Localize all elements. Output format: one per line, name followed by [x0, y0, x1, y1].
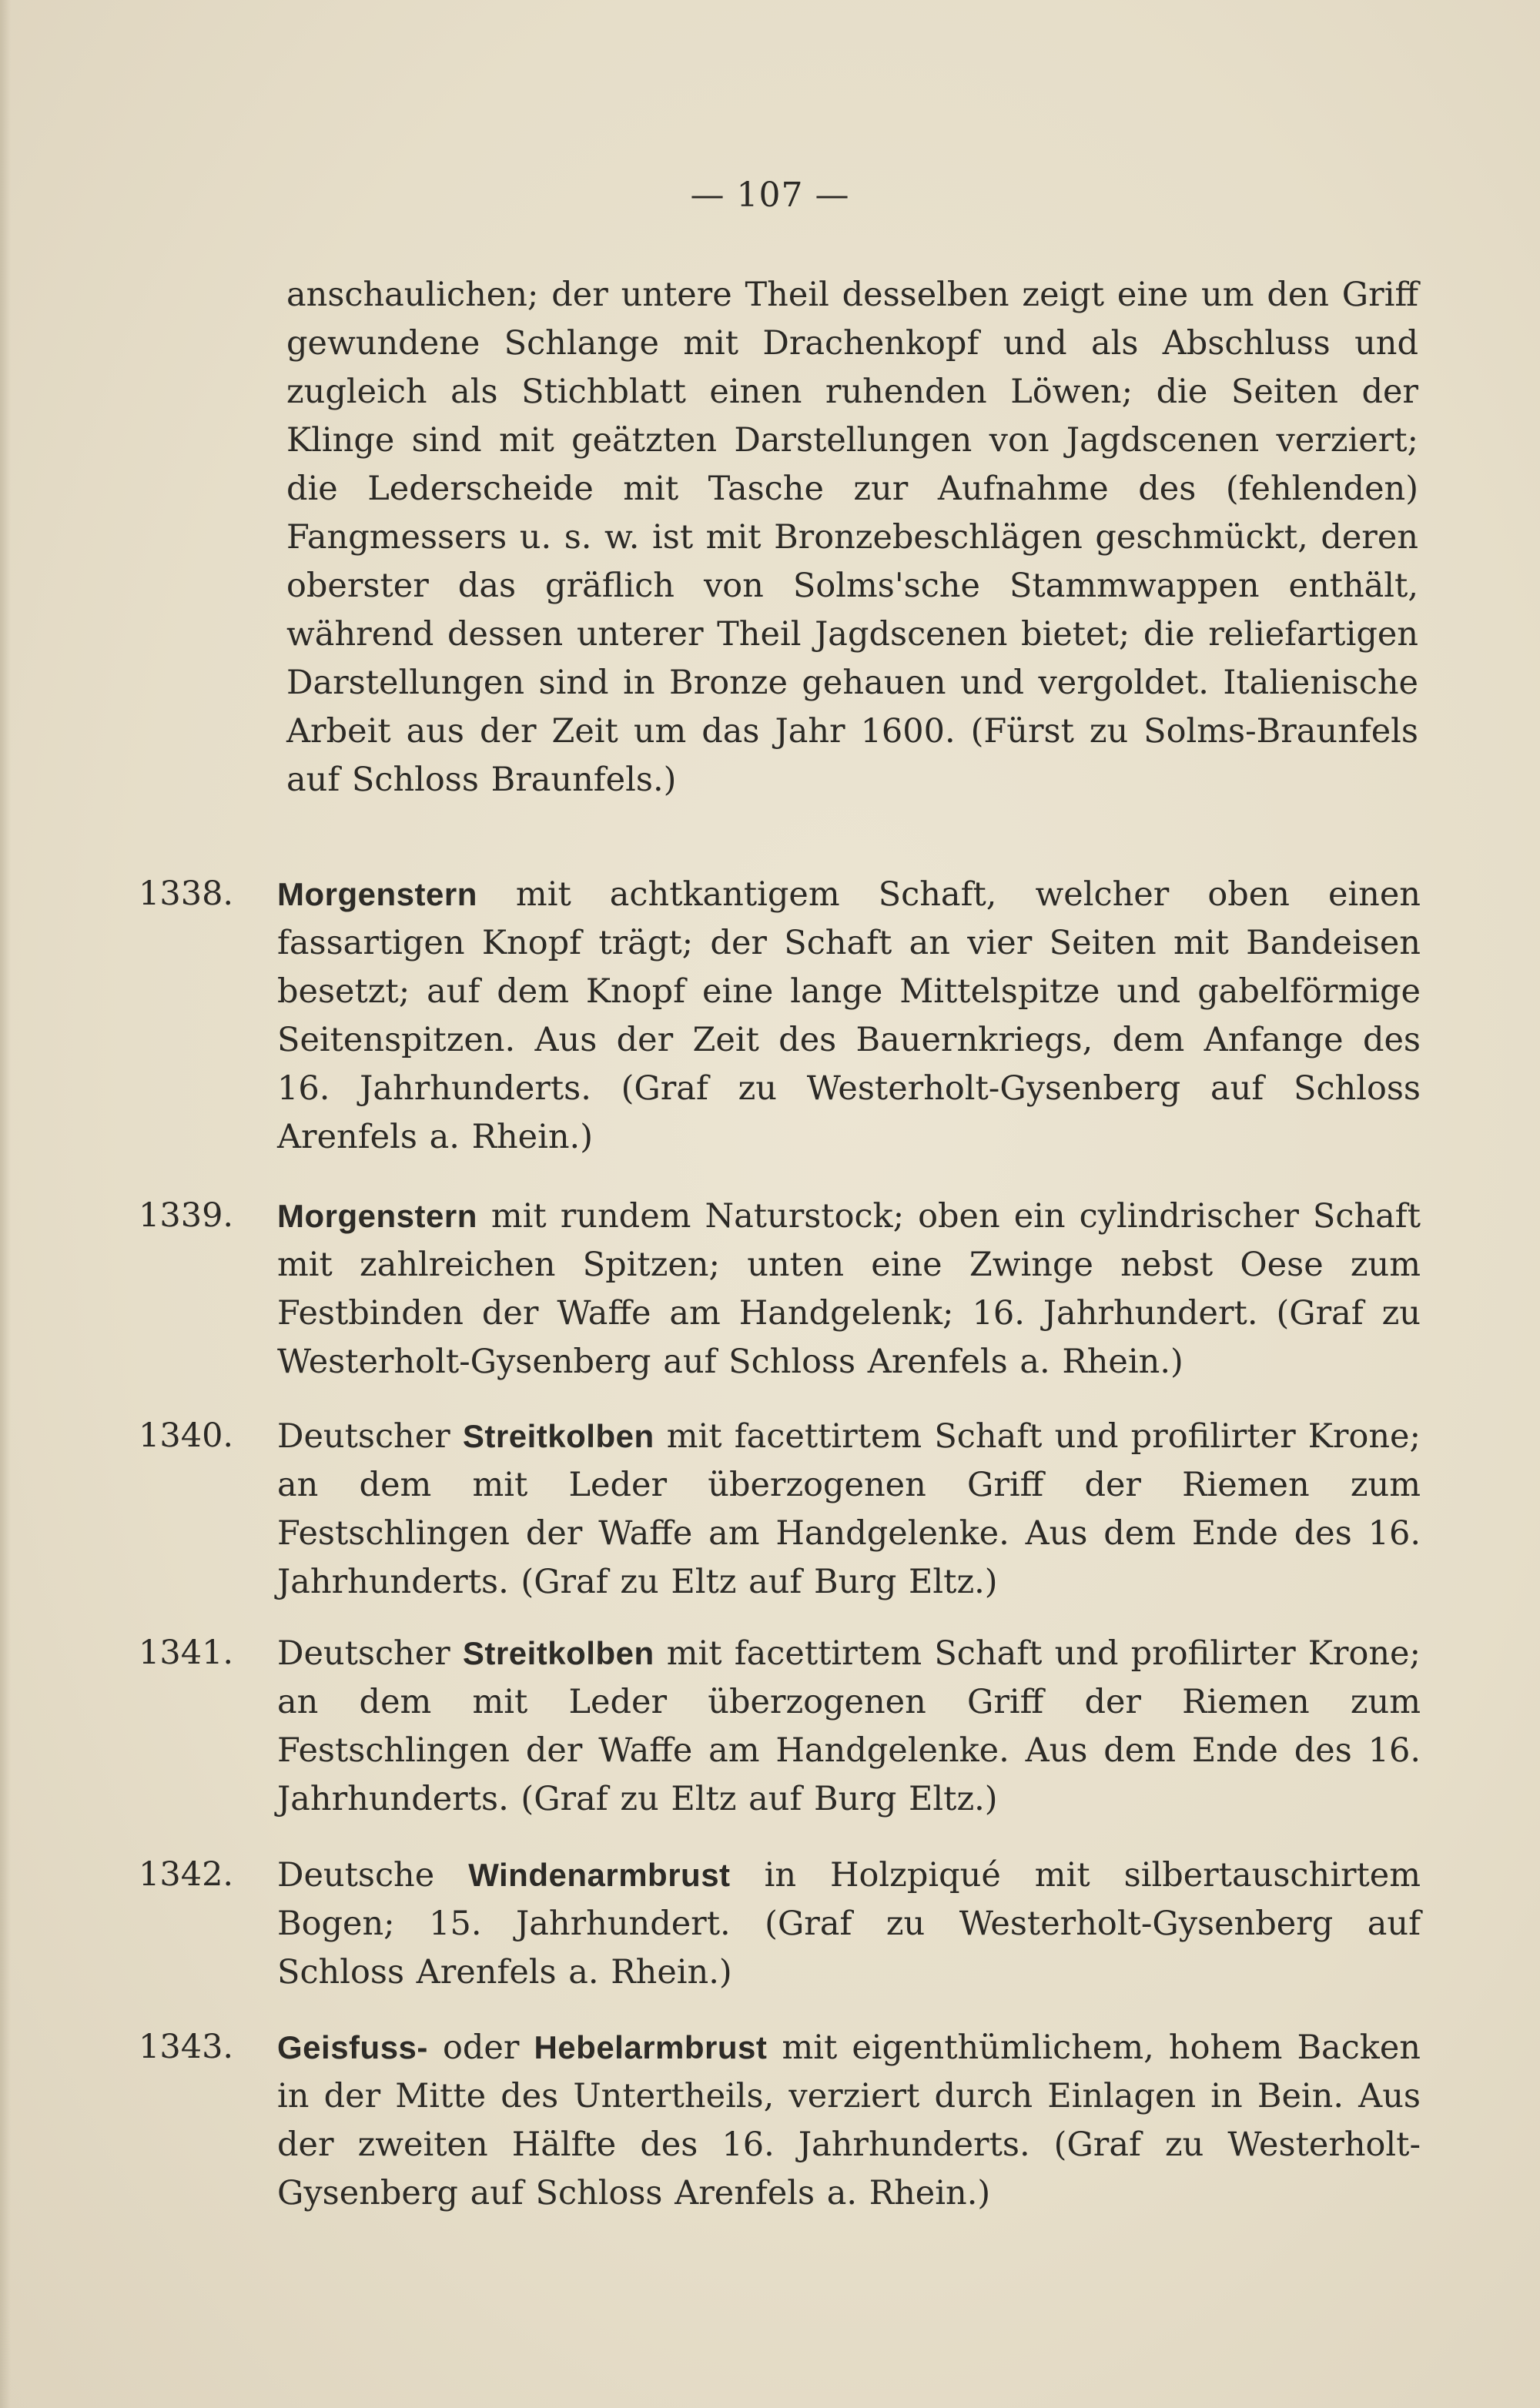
- entry-number: 1338.: [139, 875, 234, 913]
- entry-text: mit facettirtem Schaft und profilirter Krone; an dem mit Leder überzogenen Griff der Riemen zum Festschlingen der Waffe am Handgelenke. Aus dem Ende des 16. Jahrhunderts. (Graf zu Eltz auf Burg Eltz.): [277, 1417, 1421, 1601]
- entry-term: Morgenstern: [277, 876, 477, 912]
- page-edge-shadow: [0, 0, 11, 2408]
- entry-body: [277, 1629, 1421, 1824]
- entry-prefix: Deutsche: [277, 1856, 469, 1895]
- entry-body: [277, 1192, 1421, 1386]
- entry-text: oder: [427, 2028, 534, 2067]
- lead-paragraph: anschaulichen; der untere Theil desselben zeigt eine um den Griff gewundene Schlange mit Drachenkopf und als Abschluss und zugleich als Stichblatt einen ruhenden Löwen; die Seiten der Klinge sind mit geätzten Darstellungen von Jagdscenen verziert; die Lederscheide mit Tasche zur Aufnahme des (fehlenden) Fangmessers u. s. w. ist mit Bronzebeschlägen geschmückt, deren oberster das gräflich von Solms'sche Stammwappen enthält, während dessen unterer Theil Jagdscenen bietet; die reliefartigen Darstellungen sind in Bronze gehauen und vergoldet. Italienische Arbeit aus der Zeit um das Jahr 1600. (Fürst zu Solms-Braunfels auf Schloss Braunfels.): [286, 276, 1418, 799]
- entry-text: mit rundem Naturstock; oben ein cylindrischer Schaft mit zahlreichen Spitzen; unten eine Zwinge nebst Oese zum Festbinden der Waffe am Handgelenk; 16. Jahrhundert. (Graf zu Westerholt-Gysenberg auf Schloss Arenfels a. Rhein.): [277, 1197, 1421, 1381]
- entry-text: in Holzpiqué mit silbertauschirtem Bogen; 15. Jahrhundert. (Graf zu Westerholt-Gysenberg auf Schloss Arenfels a. Rhein.): [277, 1856, 1421, 1992]
- entry-number: 1342.: [139, 1855, 234, 1894]
- entry-term: Geisfuss-: [277, 2029, 428, 2065]
- entry-text-secondary: mit eigenthümlichem, hohem Backen in der Mitte des Untertheils, verziert durch Einlagen in Bein. Aus der zweiten Hälfte des 16. Jahrhunderts. (Graf zu Westerholt-Gysenberg auf Schloss Arenfels a. Rhein.): [277, 2028, 1421, 2212]
- entry-term-secondary: Hebelarmbrust: [534, 2029, 768, 2065]
- entry-text: mit facettirtem Schaft und profilirter Krone; an dem mit Leder überzogenen Griff der Riemen zum Festschlingen der Waffe am Handgelenke. Aus dem Ende des 16. Jahrhunderts. (Graf zu Eltz auf Burg Eltz.): [277, 1634, 1421, 1818]
- entry-term: Streitkolben: [462, 1418, 654, 1454]
- page-number: — 107 —: [690, 176, 850, 215]
- entry-number: 1341.: [139, 1634, 234, 1672]
- entry-prefix: Deutscher: [277, 1634, 463, 1673]
- entry-text: mit achtkantigem Schaft, welcher oben einen fassartigen Knopf trägt; der Schaft an vier Seiten mit Bandeisen besetzt; auf dem Knopf eine lange Mittelspitze und gabelförmige Seitenspitzen. Aus der Zeit des Bauernkriegs, dem Anfange des 16. Jahrhunderts. (Graf zu Westerholt-Gysenberg auf Schloss Arenfels a. Rhein.): [277, 875, 1421, 1156]
- entry-number: 1339.: [139, 1196, 234, 1235]
- entry-prefix: Deutscher: [277, 1417, 463, 1456]
- entry-body: [277, 2023, 1421, 2218]
- entry-term: Morgenstern: [277, 1198, 477, 1234]
- entry-number: 1340.: [139, 1416, 234, 1455]
- entry-body: [277, 870, 1421, 1162]
- entry-number: 1343.: [139, 2028, 234, 2066]
- entry-body: [277, 1412, 1421, 1607]
- entry-body: [277, 1851, 1421, 1997]
- entry-term: Windenarmbrust: [468, 1857, 731, 1893]
- entry-term: Streitkolben: [462, 1635, 654, 1671]
